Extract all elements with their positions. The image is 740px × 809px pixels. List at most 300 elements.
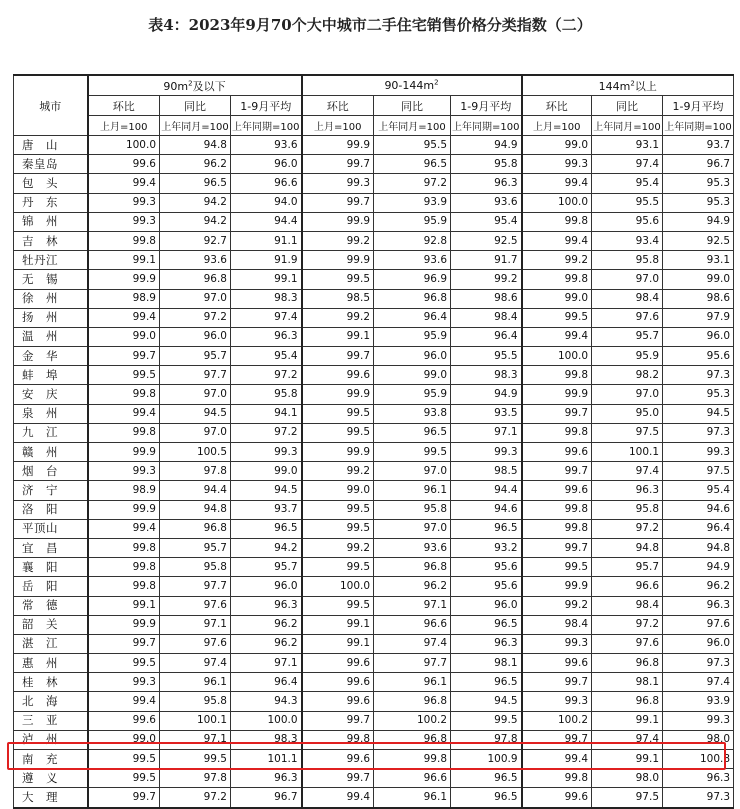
value-cell: 96.5 bbox=[374, 155, 451, 174]
value-cell: 99.0 bbox=[231, 462, 302, 481]
value-cell: 93.6 bbox=[160, 251, 231, 270]
value-cell: 98.4 bbox=[522, 615, 592, 634]
value-cell: 93.1 bbox=[663, 251, 734, 270]
unit-yoy: 上年同月=100 bbox=[374, 116, 451, 136]
value-cell: 95.7 bbox=[231, 558, 302, 577]
value-cell: 95.7 bbox=[160, 347, 231, 366]
value-cell: 99.3 bbox=[522, 692, 592, 711]
value-cell: 95.6 bbox=[663, 347, 734, 366]
value-cell: 99.4 bbox=[522, 174, 592, 193]
table-row bbox=[14, 462, 734, 481]
value-cell: 96.0 bbox=[663, 327, 734, 346]
value-cell: 93.6 bbox=[231, 136, 302, 155]
table-row bbox=[14, 366, 734, 385]
value-cell: 96.4 bbox=[451, 327, 522, 346]
value-cell: 99.9 bbox=[302, 212, 374, 231]
value-cell: 94.8 bbox=[663, 538, 734, 557]
value-cell: 94.8 bbox=[160, 136, 231, 155]
value-cell: 96.8 bbox=[592, 654, 663, 673]
subheader-yoy: 同比 bbox=[592, 96, 663, 116]
value-cell: 100.9 bbox=[451, 750, 522, 769]
value-cell: 97.4 bbox=[592, 155, 663, 174]
value-cell: 96.1 bbox=[374, 788, 451, 808]
value-cell: 99.8 bbox=[88, 423, 160, 442]
value-cell: 99.8 bbox=[374, 750, 451, 769]
value-cell: 99.9 bbox=[302, 251, 374, 270]
value-cell: 98.1 bbox=[592, 673, 663, 692]
value-cell: 97.4 bbox=[374, 634, 451, 653]
group-header-90-144: $90-144m^2$ bbox=[302, 75, 522, 96]
table-row bbox=[14, 654, 734, 673]
value-cell: 96.2 bbox=[231, 634, 302, 653]
value-cell: 99.2 bbox=[522, 251, 592, 270]
value-cell: 99.5 bbox=[160, 750, 231, 769]
value-cell: 95.8 bbox=[160, 692, 231, 711]
value-cell: 99.8 bbox=[522, 500, 592, 519]
value-cell: 99.8 bbox=[88, 385, 160, 404]
value-cell: 94.8 bbox=[592, 538, 663, 557]
value-cell: 97.4 bbox=[592, 730, 663, 749]
subheader-avg: 1-9月平均 bbox=[451, 96, 522, 116]
value-cell: 95.6 bbox=[451, 577, 522, 596]
value-cell: 95.5 bbox=[451, 347, 522, 366]
unit-yoy: 上年同月=100 bbox=[592, 116, 663, 136]
unit-avg: 上年同期=100 bbox=[663, 116, 734, 136]
city-name: 牡丹江 bbox=[14, 251, 88, 270]
city-name: 徐 州 bbox=[14, 289, 88, 308]
value-cell: 94.3 bbox=[231, 692, 302, 711]
value-cell: 96.6 bbox=[374, 615, 451, 634]
city-name: 丹 东 bbox=[14, 193, 88, 212]
value-cell: 92.7 bbox=[160, 231, 231, 250]
value-cell: 99.0 bbox=[88, 327, 160, 346]
group-header-under-90: $90m^2$及以下 bbox=[88, 75, 302, 96]
table-row bbox=[14, 711, 734, 730]
value-cell: 99.2 bbox=[302, 308, 374, 327]
value-cell: 96.6 bbox=[374, 769, 451, 788]
value-cell: 94.6 bbox=[451, 500, 522, 519]
value-cell: 97.7 bbox=[374, 654, 451, 673]
value-cell: 100.2 bbox=[374, 711, 451, 730]
value-cell: 97.8 bbox=[451, 730, 522, 749]
value-cell: 97.3 bbox=[663, 366, 734, 385]
value-cell: 99.4 bbox=[522, 750, 592, 769]
table-row bbox=[14, 423, 734, 442]
value-cell: 99.9 bbox=[302, 443, 374, 462]
value-cell: 96.2 bbox=[160, 155, 231, 174]
value-cell: 99.7 bbox=[302, 347, 374, 366]
value-cell: 96.3 bbox=[592, 481, 663, 500]
value-cell: 99.7 bbox=[302, 769, 374, 788]
city-name: 宜 昌 bbox=[14, 538, 88, 557]
value-cell: 97.7 bbox=[160, 577, 231, 596]
city-name: 平顶山 bbox=[14, 519, 88, 538]
value-cell: 100.1 bbox=[592, 443, 663, 462]
value-cell: 100.2 bbox=[522, 711, 592, 730]
value-cell: 95.9 bbox=[374, 385, 451, 404]
value-cell: 97.1 bbox=[160, 730, 231, 749]
value-cell: 99.1 bbox=[88, 596, 160, 615]
table-row bbox=[14, 788, 734, 808]
value-cell: 96.1 bbox=[160, 673, 231, 692]
subheader-avg: 1-9月平均 bbox=[231, 96, 302, 116]
value-cell: 95.9 bbox=[374, 327, 451, 346]
value-cell: 97.6 bbox=[663, 615, 734, 634]
value-cell: 96.2 bbox=[663, 577, 734, 596]
value-cell: 94.6 bbox=[663, 500, 734, 519]
value-cell: 98.3 bbox=[231, 289, 302, 308]
city-name: 九 江 bbox=[14, 423, 88, 442]
table-row bbox=[14, 443, 734, 462]
value-cell: 99.3 bbox=[302, 174, 374, 193]
value-cell: 95.6 bbox=[592, 212, 663, 231]
value-cell: 97.2 bbox=[160, 308, 231, 327]
value-cell: 99.6 bbox=[88, 711, 160, 730]
city-name: 洛 阳 bbox=[14, 500, 88, 519]
city-name: 南 充 bbox=[14, 750, 88, 769]
subheader-avg: 1-9月平均 bbox=[663, 96, 734, 116]
value-cell: 99.0 bbox=[663, 270, 734, 289]
value-cell: 99.8 bbox=[88, 577, 160, 596]
value-cell: 96.6 bbox=[592, 577, 663, 596]
value-cell: 99.7 bbox=[302, 155, 374, 174]
value-cell: 96.2 bbox=[231, 615, 302, 634]
city-name: 岳 阳 bbox=[14, 577, 88, 596]
value-cell: 96.7 bbox=[231, 788, 302, 808]
table-row bbox=[14, 634, 734, 653]
value-cell: 99.1 bbox=[592, 750, 663, 769]
value-cell: 94.9 bbox=[663, 212, 734, 231]
unit-mom: 上月=100 bbox=[522, 116, 592, 136]
value-cell: 100.5 bbox=[160, 443, 231, 462]
value-cell: 96.0 bbox=[160, 327, 231, 346]
value-cell: 91.9 bbox=[231, 251, 302, 270]
value-cell: 99.5 bbox=[302, 404, 374, 423]
value-cell: 93.6 bbox=[374, 251, 451, 270]
value-cell: 94.4 bbox=[231, 212, 302, 231]
value-cell: 96.5 bbox=[231, 519, 302, 538]
value-cell: 95.9 bbox=[374, 212, 451, 231]
value-cell: 95.8 bbox=[592, 500, 663, 519]
value-cell: 96.3 bbox=[231, 769, 302, 788]
value-cell: 96.8 bbox=[374, 692, 451, 711]
city-name: 大 理 bbox=[14, 788, 88, 808]
value-cell: 99.8 bbox=[522, 519, 592, 538]
value-cell: 99.0 bbox=[302, 481, 374, 500]
value-cell: 97.5 bbox=[663, 462, 734, 481]
value-cell: 99.0 bbox=[522, 136, 592, 155]
value-cell: 99.5 bbox=[522, 558, 592, 577]
value-cell: 95.3 bbox=[663, 174, 734, 193]
value-cell: 99.3 bbox=[663, 443, 734, 462]
value-cell: 94.1 bbox=[231, 404, 302, 423]
value-cell: 96.5 bbox=[451, 615, 522, 634]
value-cell: 99.9 bbox=[522, 577, 592, 596]
value-cell: 94.5 bbox=[231, 481, 302, 500]
table-row bbox=[14, 500, 734, 519]
value-cell: 97.8 bbox=[160, 769, 231, 788]
city-name: 安 庆 bbox=[14, 385, 88, 404]
value-cell: 97.4 bbox=[663, 673, 734, 692]
value-cell: 92.5 bbox=[663, 231, 734, 250]
value-cell: 100.0 bbox=[302, 577, 374, 596]
value-cell: 99.7 bbox=[88, 788, 160, 808]
value-cell: 96.4 bbox=[231, 673, 302, 692]
value-cell: 99.9 bbox=[88, 500, 160, 519]
value-cell: 93.4 bbox=[592, 231, 663, 250]
value-cell: 99.5 bbox=[302, 500, 374, 519]
value-cell: 99.6 bbox=[302, 654, 374, 673]
table-row bbox=[14, 308, 734, 327]
city-name: 韶 关 bbox=[14, 615, 88, 634]
unit-mom: 上月=100 bbox=[302, 116, 374, 136]
value-cell: 100.0 bbox=[522, 347, 592, 366]
value-cell: 99.4 bbox=[88, 308, 160, 327]
value-cell: 99.1 bbox=[231, 270, 302, 289]
value-cell: 99.2 bbox=[302, 538, 374, 557]
value-cell: 93.8 bbox=[374, 404, 451, 423]
value-cell: 97.6 bbox=[592, 308, 663, 327]
value-cell: 93.1 bbox=[592, 136, 663, 155]
value-cell: 99.2 bbox=[451, 270, 522, 289]
unit-avg: 上年同期=100 bbox=[451, 116, 522, 136]
value-cell: 93.5 bbox=[451, 404, 522, 423]
city-name: 泉 州 bbox=[14, 404, 88, 423]
value-cell: 97.7 bbox=[160, 366, 231, 385]
value-cell: 100.8 bbox=[663, 750, 734, 769]
table-row bbox=[14, 231, 734, 250]
value-cell: 99.8 bbox=[302, 730, 374, 749]
table-row bbox=[14, 385, 734, 404]
value-cell: 96.1 bbox=[374, 673, 451, 692]
value-cell: 99.8 bbox=[88, 558, 160, 577]
city-name: 赣 州 bbox=[14, 443, 88, 462]
city-name: 遵 义 bbox=[14, 769, 88, 788]
city-name: 襄 阳 bbox=[14, 558, 88, 577]
value-cell: 96.7 bbox=[663, 155, 734, 174]
value-cell: 97.1 bbox=[374, 596, 451, 615]
table-row bbox=[14, 289, 734, 308]
city-name: 锦 州 bbox=[14, 212, 88, 231]
value-cell: 99.1 bbox=[592, 711, 663, 730]
value-cell: 99.6 bbox=[522, 654, 592, 673]
group-header-over-144: $144m^2$以上 bbox=[522, 75, 734, 96]
value-cell: 95.9 bbox=[592, 347, 663, 366]
value-cell: 96.0 bbox=[451, 596, 522, 615]
value-cell: 99.7 bbox=[522, 673, 592, 692]
value-cell: 95.4 bbox=[592, 174, 663, 193]
table-row bbox=[14, 155, 734, 174]
value-cell: 96.1 bbox=[374, 481, 451, 500]
value-cell: 99.7 bbox=[522, 462, 592, 481]
value-cell: 99.4 bbox=[88, 519, 160, 538]
value-cell: 99.6 bbox=[522, 443, 592, 462]
value-cell: 99.6 bbox=[522, 481, 592, 500]
value-cell: 96.8 bbox=[160, 270, 231, 289]
table-row bbox=[14, 212, 734, 231]
city-name: 三 亚 bbox=[14, 711, 88, 730]
value-cell: 99.3 bbox=[522, 155, 592, 174]
value-cell: 99.9 bbox=[88, 270, 160, 289]
value-cell: 98.4 bbox=[451, 308, 522, 327]
value-cell: 98.5 bbox=[451, 462, 522, 481]
value-cell: 99.6 bbox=[302, 366, 374, 385]
value-cell: 99.6 bbox=[302, 750, 374, 769]
value-cell: 95.8 bbox=[451, 155, 522, 174]
value-cell: 95.5 bbox=[374, 136, 451, 155]
value-cell: 96.0 bbox=[663, 634, 734, 653]
subheader-mom: 环比 bbox=[522, 96, 592, 116]
city-name: 包 头 bbox=[14, 174, 88, 193]
city-column-header: 城市 bbox=[14, 75, 88, 136]
value-cell: 97.1 bbox=[160, 615, 231, 634]
value-cell: 93.9 bbox=[663, 692, 734, 711]
value-cell: 98.0 bbox=[592, 769, 663, 788]
table-row bbox=[14, 404, 734, 423]
unit-yoy: 上年同月=100 bbox=[160, 116, 231, 136]
value-cell: 99.5 bbox=[88, 366, 160, 385]
value-cell: 99.7 bbox=[302, 711, 374, 730]
value-cell: 94.9 bbox=[451, 385, 522, 404]
table-row bbox=[14, 481, 734, 500]
table-row bbox=[14, 193, 734, 212]
value-cell: 98.6 bbox=[663, 289, 734, 308]
value-cell: 94.5 bbox=[451, 692, 522, 711]
value-cell: 95.4 bbox=[451, 212, 522, 231]
value-cell: 99.7 bbox=[302, 193, 374, 212]
table-row bbox=[14, 251, 734, 270]
value-cell: 99.9 bbox=[88, 615, 160, 634]
table-row bbox=[14, 327, 734, 346]
table-row bbox=[14, 750, 734, 769]
value-cell: 97.4 bbox=[160, 654, 231, 673]
value-cell: 97.0 bbox=[592, 270, 663, 289]
value-cell: 99.3 bbox=[451, 443, 522, 462]
value-cell: 94.9 bbox=[663, 558, 734, 577]
value-cell: 97.0 bbox=[374, 462, 451, 481]
value-cell: 100.0 bbox=[88, 136, 160, 155]
value-cell: 97.2 bbox=[231, 366, 302, 385]
value-cell: 95.3 bbox=[663, 193, 734, 212]
value-cell: 97.0 bbox=[160, 289, 231, 308]
table-row bbox=[14, 347, 734, 366]
city-name: 常 德 bbox=[14, 596, 88, 615]
table-row bbox=[14, 577, 734, 596]
value-cell: 99.1 bbox=[302, 634, 374, 653]
value-cell: 97.5 bbox=[592, 788, 663, 808]
value-cell: 95.8 bbox=[231, 385, 302, 404]
city-name: 金 华 bbox=[14, 347, 88, 366]
value-cell: 99.8 bbox=[522, 212, 592, 231]
value-cell: 97.2 bbox=[160, 788, 231, 808]
value-cell: 99.9 bbox=[302, 136, 374, 155]
value-cell: 99.3 bbox=[88, 673, 160, 692]
value-cell: 99.4 bbox=[522, 327, 592, 346]
value-cell: 97.8 bbox=[160, 462, 231, 481]
value-cell: 99.9 bbox=[302, 385, 374, 404]
value-cell: 93.7 bbox=[663, 136, 734, 155]
value-cell: 99.6 bbox=[302, 673, 374, 692]
value-cell: 97.1 bbox=[231, 654, 302, 673]
value-cell: 99.5 bbox=[88, 769, 160, 788]
value-cell: 97.4 bbox=[231, 308, 302, 327]
value-cell: 98.9 bbox=[88, 481, 160, 500]
value-cell: 98.6 bbox=[451, 289, 522, 308]
value-cell: 96.6 bbox=[231, 174, 302, 193]
value-cell: 99.5 bbox=[522, 308, 592, 327]
value-cell: 94.5 bbox=[160, 404, 231, 423]
value-cell: 96.0 bbox=[374, 347, 451, 366]
value-cell: 96.0 bbox=[231, 577, 302, 596]
value-cell: 95.0 bbox=[592, 404, 663, 423]
city-name: 北 海 bbox=[14, 692, 88, 711]
value-cell: 93.9 bbox=[374, 193, 451, 212]
value-cell: 96.5 bbox=[374, 423, 451, 442]
value-cell: 99.5 bbox=[302, 596, 374, 615]
table-row bbox=[14, 673, 734, 692]
value-cell: 94.4 bbox=[451, 481, 522, 500]
value-cell: 98.1 bbox=[451, 654, 522, 673]
value-cell: 99.8 bbox=[522, 366, 592, 385]
value-cell: 96.5 bbox=[451, 769, 522, 788]
value-cell: 97.2 bbox=[592, 615, 663, 634]
city-name: 无 锡 bbox=[14, 270, 88, 289]
value-cell: 96.0 bbox=[231, 155, 302, 174]
value-cell: 99.4 bbox=[302, 788, 374, 808]
value-cell: 98.3 bbox=[231, 730, 302, 749]
value-cell: 99.0 bbox=[88, 730, 160, 749]
value-cell: 97.0 bbox=[160, 423, 231, 442]
value-cell: 99.5 bbox=[302, 423, 374, 442]
value-cell: 98.2 bbox=[592, 366, 663, 385]
value-cell: 100.0 bbox=[522, 193, 592, 212]
value-cell: 99.7 bbox=[522, 404, 592, 423]
value-cell: 97.3 bbox=[663, 788, 734, 808]
value-cell: 93.2 bbox=[451, 538, 522, 557]
value-cell: 97.6 bbox=[160, 596, 231, 615]
value-cell: 95.6 bbox=[451, 558, 522, 577]
value-cell: 96.5 bbox=[451, 788, 522, 808]
value-cell: 95.5 bbox=[592, 193, 663, 212]
value-cell: 98.4 bbox=[592, 289, 663, 308]
value-cell: 99.8 bbox=[522, 423, 592, 442]
value-cell: 99.8 bbox=[88, 231, 160, 250]
table-row bbox=[14, 730, 734, 749]
value-cell: 91.7 bbox=[451, 251, 522, 270]
value-cell: 99.5 bbox=[88, 654, 160, 673]
value-cell: 94.2 bbox=[160, 193, 231, 212]
value-cell: 96.5 bbox=[160, 174, 231, 193]
value-cell: 97.4 bbox=[592, 462, 663, 481]
value-cell: 100.0 bbox=[231, 711, 302, 730]
value-cell: 101.1 bbox=[231, 750, 302, 769]
value-cell: 99.5 bbox=[451, 711, 522, 730]
city-name: 烟 台 bbox=[14, 462, 88, 481]
value-cell: 96.3 bbox=[231, 596, 302, 615]
value-cell: 97.6 bbox=[592, 634, 663, 653]
value-cell: 95.8 bbox=[592, 251, 663, 270]
value-cell: 99.1 bbox=[302, 615, 374, 634]
value-cell: 99.5 bbox=[302, 519, 374, 538]
value-cell: 99.2 bbox=[302, 462, 374, 481]
value-cell: 99.4 bbox=[522, 231, 592, 250]
value-cell: 99.5 bbox=[374, 443, 451, 462]
value-cell: 99.4 bbox=[88, 174, 160, 193]
value-cell: 95.3 bbox=[663, 385, 734, 404]
value-cell: 99.0 bbox=[522, 289, 592, 308]
value-cell: 100.1 bbox=[160, 711, 231, 730]
city-name: 济 宁 bbox=[14, 481, 88, 500]
